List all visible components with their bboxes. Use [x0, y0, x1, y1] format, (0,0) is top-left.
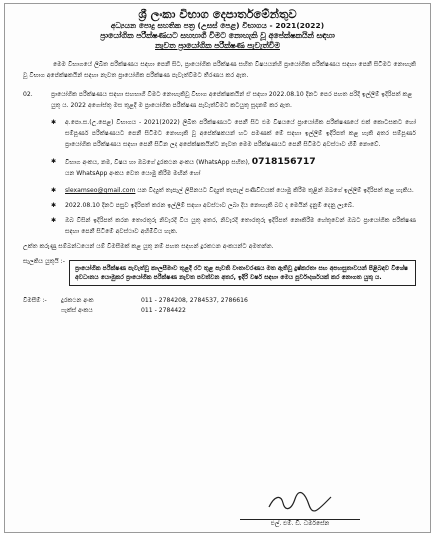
bullet-text: විභාග අංකය, නම, විෂය හා ඔබගේ දුරකථන අංකය (WhatsApp සහිත), [65, 159, 250, 166]
notice-heading-line-1: ප්‍රායෝගික පරීක්ෂණයට සහභාගී වීමට නොහැකි වූ අපේක්ෂකයින් සඳහා [100, 31, 335, 40]
signatory-name: එල්. එම්. ඩී. ධර්මසේන [270, 520, 330, 527]
asterisk-icon: ✱ [51, 217, 57, 224]
asterisk-icon: ✱ [51, 187, 57, 194]
contact-row [61, 306, 416, 316]
asterisk-icon: ✱ [51, 158, 57, 165]
email-link[interactable]: slexamseo@gmail.com [65, 187, 136, 194]
contact-row [61, 296, 416, 306]
signature-block [240, 491, 360, 528]
note-box: ප්‍රායෝගික පරීක්ෂණ පැවැත්වූ කාලසීමාව තුළදී රට තුළ පැවති වාතාවරණය මත ඇතිවූ දුෂ්කරතා සහ අපහසුතාවයන් පිළිබඳව විශේෂ අවධානය යොමුකර ප්‍රායෝගික පරීක්ෂණ නැවත පවත්වන අතර, ඉදිරි වර්ෂ සඳහා මෙය පූර්වාදර්ශයක් කර නොගත යුතු ය. [69, 260, 416, 286]
contact-label: විමසීම් :- [23, 297, 47, 304]
bullet-item-email [51, 185, 416, 196]
page-title: ශ්‍රී ලංකා විභාග දෙපාර්තමේන්තුව [138, 7, 297, 21]
bullet-text: ඔබ විසින් ඉදිරිපත් කරන තොරතුරු නිවැරදි විය යුතු අතර, නිවැරදි තොරතුරු ඉදිරිපත් නොකිරීම හේතුවෙන් ඔබට ප්‍රායෝගික පරීක්ෂණ සඳහා පෙනී සිටීමේ අවස්ථාව අහිමිවිය හැක. [65, 217, 416, 235]
note-label: සැලකිය යුතුයි :- [23, 258, 65, 265]
bullet-item [51, 200, 416, 211]
note-section [23, 256, 416, 286]
bullet-item-whatsapp [51, 156, 416, 179]
asterisk-icon: ✱ [51, 119, 57, 126]
signature-icon [265, 491, 335, 513]
bullet-text: 2022.08.10 දිනට පසුව ඉදිරිපත් කරන ඉල්ලීම් සඳහා අවස්ථාව ලබා දිය නොහැකි බව ද මෙයින් දැනුම් දෙනු ලැබේ. [65, 202, 355, 209]
contact-section [23, 296, 416, 316]
notice-page [4, 3, 431, 533]
exam-subtitle: අධ්‍යයන පොදු සහතික පත්‍ර (උසස් පෙළ) විභාගය - 2021(2022) [110, 21, 325, 30]
contact-value[interactable]: 011 - 2784422 [141, 307, 186, 314]
bullet-item [51, 117, 416, 150]
notice-heading-line-2: නැවත ප්‍රායෝගික පරීක්ෂණ පැවැත්වීම [155, 41, 280, 50]
closing-paragraph: උක්ත කරුණු සම්බන්ධයෙන් යම් විමසීමක් කළ යුතු නම් පහත සඳහන් දුරකථන අංකයන්ට අමතන්න. [23, 243, 274, 250]
section-2 [23, 89, 416, 111]
bullet-text: යන WhatsApp අංකය වෙත යොමු කිරීම මඟින් හෝ [65, 170, 201, 177]
contact-key: ෆැක්ස් අංකය [61, 307, 93, 314]
asterisk-icon: ✱ [51, 202, 57, 209]
bullet-item [51, 215, 416, 237]
bullet-text: අ.පො.ස.(උ.පෙළ) විභාගය - 2021(2022) ලිඛිත පරීක්ෂණයට පෙනී සිට එම විෂයයේ ප්‍රායෝගික පරීක්ෂණයේ එක් කොටසකට හෝ සම්පූර්ණ පරීක්ෂණයට පෙනී සිටීමට නොහැකි වූ අපේක්ෂකයන් හට පමණක් මේ සඳහා ඉල්ලීම් ඉදිරිපත් කළ හැකි අතර සම්පූර්ණ ප්‍රායෝගික පරීක්ෂණය සඳහා පෙනී සිටින ලද අපේක්ෂකයින්ට නැවත මෙම පරීක්ෂණයට පෙනී සිටීමට අවස්ථාව හිමි නොවේ. [65, 119, 416, 148]
section-2-text: ප්‍රායෝගික පරීක්ෂණය සඳහා සහභාගී වීමට නොහැකිවූ විභාග අපේක්ෂකයින් ඒ සඳහා 2022.08.10 දිනට පෙර පහත පරිදි ඉල්ලීම් ඉදිරිපත් කළ යුතු ය. 2022 අගෝස්තු මස තුළදී ම ප්‍රායෝගික පරීක්ෂණ පැවැත්වීමට කටයුතු සූදානම් කර ඇත. [51, 91, 413, 109]
contact-key: දුරකථන අංක [61, 297, 94, 304]
contact-value[interactable]: 011 - 2784208, 2784537, 2786616 [141, 297, 248, 304]
bullet-text: යන විද්‍යුත් තැපැල් ලිපිනයට විද්‍යුත් තැපැල් පණිවිඩයක් යොමු කිරීම තුළින් ඔබගේ ඉල්ලීම් ඉදිරිපත් කළ හැකිය. [137, 187, 414, 194]
whatsapp-number[interactable]: 0718156717 [251, 156, 316, 167]
section-number: 02. [23, 91, 33, 98]
intro-paragraph: මෙම විභාගයේ ලිඛිත පරීක්ෂණය සඳහා පෙනී සිට, ප්‍රායෝගික පරීක්ෂණ සහිත විෂයයන්හි ප්‍රායෝගික පරීක්ෂණය සඳහා පෙනී සිටීමට නොහැකි වූ විභාග අපේක්ෂකයින් සඳහා නැවත ප්‍රායෝගික පරීක්ෂණ පැවැත්වීමට තීරණය කර ඇත. [23, 61, 416, 79]
